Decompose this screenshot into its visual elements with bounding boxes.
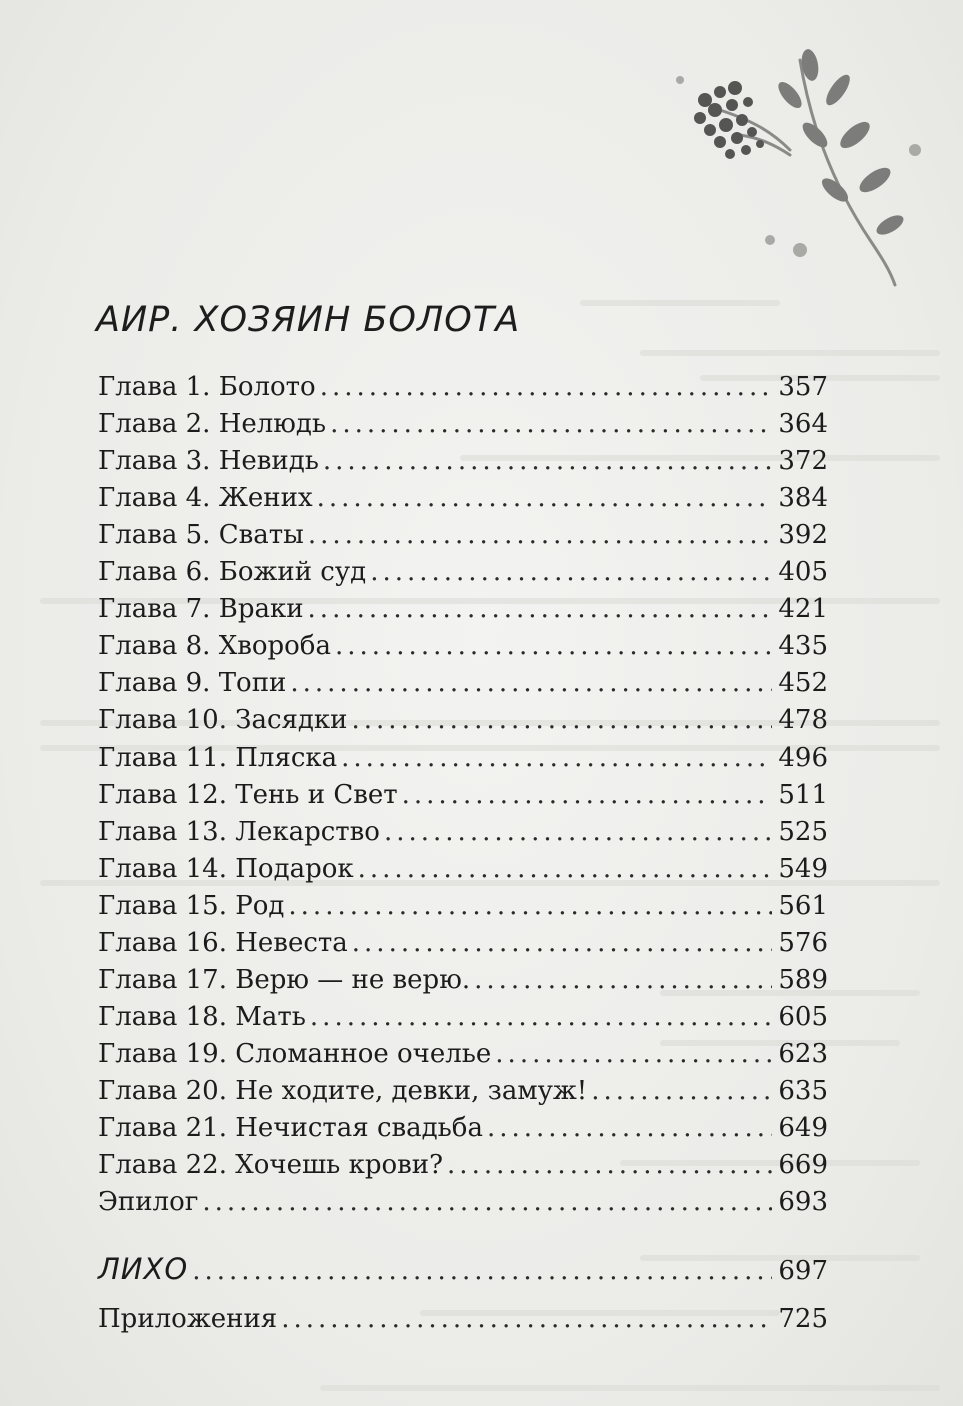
toc-chapter-row bbox=[98, 520, 828, 556]
toc-chapter-row bbox=[98, 817, 828, 853]
dot-leader bbox=[308, 594, 773, 624]
toc-page-number: 421 bbox=[778, 594, 828, 624]
toc-page-number: 635 bbox=[778, 1076, 828, 1106]
dot-leader bbox=[402, 780, 773, 810]
toc-section-row bbox=[98, 1252, 828, 1288]
toc-page-number: 478 bbox=[778, 705, 828, 735]
toc-entry-label: Глава 14. Подарок bbox=[98, 854, 354, 884]
toc-chapter-row bbox=[98, 631, 828, 667]
toc-page-number: 452 bbox=[778, 668, 828, 698]
dot-leader bbox=[341, 743, 772, 773]
dot-leader bbox=[308, 520, 773, 550]
dot-leader bbox=[358, 854, 773, 884]
toc-entry-label: Глава 8. Хвороба bbox=[98, 631, 331, 661]
dot-leader bbox=[370, 557, 772, 587]
toc-page-number: 435 bbox=[778, 631, 828, 661]
dot-leader bbox=[202, 1187, 772, 1217]
toc-page-number: 405 bbox=[778, 557, 828, 587]
dot-leader bbox=[330, 409, 772, 439]
toc-entry-label: Глава 7. Враки bbox=[98, 594, 304, 624]
toc-entry-label: Глава 19. Сломанное очелье bbox=[98, 1039, 492, 1069]
dot-leader bbox=[474, 965, 772, 995]
toc-chapter-row bbox=[98, 965, 828, 1001]
toc-page-number: 576 bbox=[778, 928, 828, 958]
bleed-line bbox=[580, 300, 780, 306]
toc-chapter-row bbox=[98, 854, 828, 890]
dot-leader bbox=[290, 668, 772, 698]
dot-leader bbox=[352, 928, 773, 958]
dot-leader bbox=[335, 631, 772, 661]
toc-chapter-row bbox=[98, 1150, 828, 1186]
toc-entry-label: Глава 15. Род bbox=[98, 891, 285, 921]
toc-entry-label: Глава 2. Нелюдь bbox=[98, 409, 327, 439]
dot-leader bbox=[310, 1002, 772, 1032]
dot-leader bbox=[281, 1304, 772, 1334]
dot-leader bbox=[317, 483, 773, 513]
toc-entry-label: Глава 13. Лекарство bbox=[98, 817, 380, 847]
toc-page-number: 725 bbox=[778, 1304, 828, 1334]
toc-chapter-row bbox=[98, 668, 828, 704]
dot-leader bbox=[384, 817, 772, 847]
toc-entry-label: Глава 10. Засядки bbox=[98, 705, 348, 735]
dot-leader bbox=[320, 372, 773, 402]
toc-page-number: 589 bbox=[778, 965, 828, 995]
toc-chapter-row bbox=[98, 705, 828, 741]
toc-chapter-row bbox=[98, 446, 828, 482]
dot-leader bbox=[288, 891, 772, 921]
toc-chapter-row bbox=[98, 1039, 828, 1075]
dot-leader bbox=[495, 1039, 772, 1069]
dot-leader bbox=[447, 1150, 772, 1180]
toc-entry-label: Глава 17. Верю — не верю. bbox=[98, 965, 471, 995]
toc-entry-label: Глава 6. Божий суд bbox=[98, 557, 367, 587]
toc-page-number: 496 bbox=[778, 743, 828, 773]
toc-page-number: 372 bbox=[778, 446, 828, 476]
dot-leader bbox=[352, 705, 773, 735]
toc-page-number: 364 bbox=[778, 409, 828, 439]
toc-entry-label: ЛИХО bbox=[98, 1252, 189, 1286]
toc-entry-label: Глава 12. Тень и Свет bbox=[98, 780, 398, 810]
toc-entry-label: Эпилог bbox=[98, 1187, 199, 1217]
toc-chapter-row bbox=[98, 483, 828, 519]
toc-entry-label: Глава 3. Невидь bbox=[98, 446, 319, 476]
toc-chapter-row bbox=[98, 928, 828, 964]
toc-page-number: 649 bbox=[778, 1113, 828, 1143]
toc-page-number: 623 bbox=[778, 1039, 828, 1069]
bleed-line bbox=[640, 350, 940, 356]
toc-entry-label: Глава 9. Топи bbox=[98, 668, 287, 698]
toc-chapter-row bbox=[98, 557, 828, 593]
toc-page-number: 392 bbox=[778, 520, 828, 550]
toc-entry-label: Глава 4. Жених bbox=[98, 483, 313, 513]
toc-page-number: 697 bbox=[778, 1256, 828, 1286]
toc-page-number: 511 bbox=[778, 780, 828, 810]
toc-page-number: 693 bbox=[778, 1187, 828, 1217]
toc-chapter-row bbox=[98, 372, 828, 408]
toc-entry-label: Глава 5. Сваты bbox=[98, 520, 304, 550]
toc-chapter-row bbox=[98, 1187, 828, 1223]
toc-chapter-row bbox=[98, 1113, 828, 1149]
bleed-line bbox=[320, 1385, 940, 1391]
toc-entry-label: Глава 18. Мать bbox=[98, 1002, 306, 1032]
toc-page-number: 384 bbox=[778, 483, 828, 513]
toc-page-number: 549 bbox=[778, 854, 828, 884]
toc-entry-label: Глава 11. Пляска bbox=[98, 743, 338, 773]
toc-entry-label: Приложения bbox=[98, 1304, 278, 1334]
toc-entry-label: Глава 21. Нечистая свадьба bbox=[98, 1113, 483, 1143]
toc-page-number: 669 bbox=[778, 1150, 828, 1180]
dot-leader bbox=[591, 1076, 772, 1106]
toc-chapter-row bbox=[98, 743, 828, 779]
toc-chapter-row bbox=[98, 780, 828, 816]
section-title: АИР. ХОЗЯИН БОЛОТА bbox=[96, 300, 521, 340]
sprig-ornament-icon bbox=[660, 40, 950, 290]
toc-page-number: 605 bbox=[778, 1002, 828, 1032]
toc-chapter-row bbox=[98, 891, 828, 927]
toc-chapter-row bbox=[98, 1076, 828, 1112]
toc-chapter-row bbox=[98, 409, 828, 445]
toc-page-number: 357 bbox=[778, 372, 828, 402]
dot-leader bbox=[192, 1256, 772, 1286]
toc-chapter-row bbox=[98, 1304, 828, 1340]
toc-entry-label: Глава 20. Не ходите, девки, замуж! bbox=[98, 1076, 588, 1106]
toc-page-number: 525 bbox=[778, 817, 828, 847]
dot-leader bbox=[323, 446, 772, 476]
toc-chapter-row bbox=[98, 1002, 828, 1038]
toc-chapter-row bbox=[98, 594, 828, 630]
toc-page-number: 561 bbox=[778, 891, 828, 921]
toc-entry-label: Глава 22. Хочешь крови? bbox=[98, 1150, 444, 1180]
toc-entry-label: Глава 16. Невеста bbox=[98, 928, 348, 958]
dot-leader bbox=[487, 1113, 772, 1143]
toc-entry-label: Глава 1. Болото bbox=[98, 372, 316, 402]
